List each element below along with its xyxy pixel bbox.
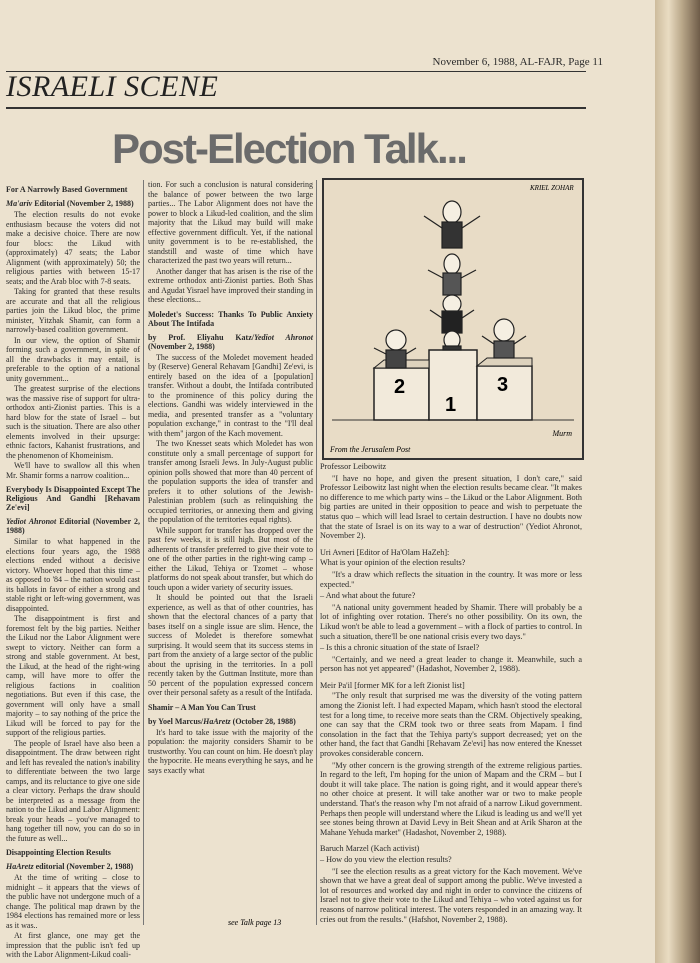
speaker: Professor Leibowitz [320,462,387,471]
article-byline: by Yoel Marcus/HaAretz (October 28, 1988) [148,716,296,726]
article-source: Ma'ariv Editorial (November 2, 1988) [6,199,134,208]
paragraph: We'll have to swallow all this when Mr. Shamir forms a narrow coalition... [6,461,140,480]
quote: "My other concern is the growing strength of the extreme religious parties. In regard to the left, I'm hoping for the union of Mapam and the CRM – but I doubt it will take place. The nation is going right, and it would appear there's no other choice at present. It will take another war or two to make people understand. That's the reason why I'm not afraid of a narrow Likud government. Perhaps then people will understand where the Likud is leading us and we'll yet see stones being thrown at David Levy in Beit Shean and at Arik Sharon at the Mahane Yehuda market" (Hadashot, November 2, 1988). [320,760,582,837]
podium-label-2: 2 [394,376,406,398]
article-source: HaAretz editorial (November 2, 1988) [6,862,134,871]
paragraph: It should be pointed out that the Israeli experience, as well as that of other countries, has shown that the electoral chances of a party that bases itself on a single issue are slim. Hence, the success of Moledet is therefore somewhat surprising. It would seem that its success stems in part from the anxiety of a large sector of the public about the uprising in the territories. In a poll recently taken by the Guttman Institute, more than 50 percent of the population expressed concern over their personal safety as a result of the Intifada. [148,593,313,697]
article-heading: Everybody Is Disappointed Except The Religious And Gandhi [Rehavam Ze'evi] [6,485,140,512]
column-2 [148,180,313,930]
podium-label-1: 1 [445,394,457,416]
article-heading: Moledet's Success: Thanks To Public Anxiety About The Intifada [148,309,313,328]
paragraph: Taking for granted that these results are accurate and that all the religious parties join the Likud bloc, the prime minister, Yitzhak Shamir, can form a narrowly-based coalition government. [6,287,140,334]
paragraph: In our view, the option of Shamir forming such a government, in spite of all the drawbacks it may entail, is preferable to the option of a national unity government... [6,335,140,383]
quote: "The only result that surprised me was the diversity of the voting pattern among the Zionist left. I had expected Mapam, which hasn't stood the electoral test for a long time, to receive more seats than the CRM. Objectively speaking, one can say that the CRM took two or three seats from Mapam. I find consolation in the fact that the Tehiya party's support decreased; yet on the other hand, the fact that Gandhi [Rehavam Ze'evi] has now entered the Knesset provokes considerable concern. [320,691,582,759]
paragraph: The disappointment is first and foremost felt by the big parties. Neither the Likud nor the Labor Alignment were swept to victory. Neither can form a strong and stable government. At best, the Likud, at the head of the right-wing camp, will have more to offer the religious factions in coalition negotiations. But even if this case, the government will only have a small majority – to say nothing of the price the Likud will be forced to pay for the support of the religious parties. [6,614,140,737]
column-1 [6,180,140,959]
paragraph: The success of the Moledet movement headed by (Reserve) General Rehavam [Gandhi] Ze'evi, is entirely based on the idea of a [population] transfer. Without a doubt, the Intifada contributed to the prominence of this policy during the elections. Gandhi was widely interviewed in the media, and presented transfer as a "voluntary population exchange," in contrast to the "I'll deal with them" jargon of the Kach movement. [148,352,313,438]
quote: "A national unity government headed by Shamir. There will probably be a lot of infighting over rotation. There's no other possibility. On its own, the Likud won't be able to lead a government – with a flock of parties to control. In such a situation, there'll be one national crisis every two days." [320,602,582,641]
speaker: Uri Avneri [Editor of Ha'Olam HaZeh]: [320,547,450,557]
paragraph: It's hard to take issue with the majority of the population: the majority considers Shamir to be trustworthy. You can count on him. He doesn't play the hypocrite. He means everything he says, and he says exactly what [148,727,313,775]
political-cartoon [322,178,584,460]
paragraph: At first glance, one may get the impression that the public isn't fed up with the Labor Alignment-Likud coali- [6,931,140,959]
paragraph: tion. For such a conclusion is natural considering the balance of power between the two large parties... The Labor Alignment does not have the power to block a Likud-led coalition, and the slim majority that the Likud may build will make effective government difficult. Yet, if the national unity government is to be re-established, the standstill and waste of time which have characterized the past two years will return... [148,180,313,265]
paragraph: Similar to what happened in the elections four years ago, the 1988 elections ended without a decisive victory. Whoever hoped that this time – as opposed to '84 – the nation would cast its ballots in favor of either a strong and stable right or left-wing government, was disappointed. [6,537,140,613]
headline: Post-Election Talk... [112,125,466,172]
cartoonist-signature: KRIEL ZOHAR [530,184,574,192]
article-source: Yediot Ahronot Editorial (November 2, 1988) [6,517,140,535]
cartoon-credit: From the Jerusalem Post [330,445,411,454]
article-heading: Shamir – A Man You Can Trust [148,702,256,712]
question: – And what about the future? [320,591,416,601]
paragraph: The election results do not evoke enthusiasm because the voters did not make a decisive choice. There are now four blocs: the Likud with (approximately) 47 seats; the Labor Alignment (with approximately) 50; the religious parties with between 15-17 seats; and the Arab bloc with 7-8 seats. [6,210,140,286]
paragraph: The people of Israel have also been a disappointment. The draw between right and left has revealed the nation's inability to differentiate between the two large camps, and its reluctance to give one side a clear victory. Perhaps the draw should be interpreted as a message from the nation to the Likud and Labor Alignment: break your heads – you've managed to hang together till now, you can do so in the future as well... [6,738,140,843]
column-divider [143,180,144,925]
question: – How do you view the election results? [320,854,452,864]
quote: "I see the election results as a great victory for the Kach movement. We've shown that we have a great deal of support among the public. We've invested a lot of resources and worked day and night in order to convince the citizens of Israel not to give their vote to the Likud and Tehiya – who voted against us for reasons of narrow political interest. The voters responded in an amazing way. It cries out from the results." (Hafshot, November 2, 1988). [320,866,582,924]
quote: "I have no hope, and given the present situation, I don't care," said Professor Leibowitz last night when the election results became clear. "It makes no difference to me which party wins – the Likud or the Labor Alignment. Both big parties are united in their opposition to peace and wish to perpetuate the status quo – which will lead Israel to certain destruction. I have no doubts now that the state of Israel is on its way to a war of destruction" (Yediot Ahronot, November 2). [320,473,582,541]
paragraph: At the time of writing – close to midnight – it appears that the views of the public have not undergone much of a change. The political map drawn by the 1984 elections has remained more or less as it was.. [6,873,140,930]
paragraph: The two Knesset seats which Moledet has won constitute only a small percentage of support for transfer among Israeli Jews. In July-August public opinion polls showed that more than 40 percent of the population supports the idea of transfer and prefers it to other solutions of the Jewish-Palestinian problem (such as relinquishing the occupied territories, or annexing them and giving the population of the territories equal rights). [148,439,313,524]
page-folio: November 6, 1988, AL-FAJR, Page 11 [432,56,603,68]
paragraph: While support for transfer has dropped over the past few weeks, it is still high. But most of the adherents of transfer preferred to give their vote to one of the other parties in the right-wing camp – either the Likud, Tehiya or Tzomet – whose platforms do not speak about transfer, but which do touch upon a wider variety of security issues. [148,525,313,592]
section-title: ISRAELI SCENE [6,70,219,103]
column-divider [316,180,317,925]
interviews-column [320,462,582,926]
section-rule-bottom [6,107,586,109]
speaker: Baruch Marzel (Kach activist) [320,844,420,854]
article-heading: For A Narrowly Based Government [6,185,128,194]
paragraph: Another danger that has arisen is the rise of the extreme orthodox anti-Zionist parties. Both Shas and Agudat Yisrael have improved their standing in these elections... [148,266,313,304]
paragraph: The greatest surprise of the elections was the massive rise of support for ultra-orthodox anti-Zionist parties. This is a hard blow for the state of Israel – but such is the situation. There are also other elements involved in their upsurge: ethnic factors, Kahanist frustrations, and the phenomenon of Khomeinism. [6,384,140,460]
book-binding [655,0,700,963]
podium-label-3: 3 [497,374,509,396]
question: What is your opinion of the election results? [320,558,466,568]
quote: "Certainly, and we need a great leader to change it. Meanwhile, such a person has not yet appeared" (Hadashot, November 2, 1988). [320,654,582,674]
continuation-note: see Talk page 13 [228,918,282,927]
question: – Is this a chronic situation of the state of Israel? [320,643,480,653]
article-heading: Disappointing Election Results [6,848,111,857]
speaker: Meir Pa'il [former MK for a left Zionist list] [320,680,465,690]
quote: "It's a draw which reflects the situation in the country. It was more or less expected." [320,569,582,589]
article-byline: by Prof. Eliyahu Katz/Yediot Ahronot (November 2, 1988) [148,332,313,351]
cartoon-signer: Murm [552,429,572,438]
